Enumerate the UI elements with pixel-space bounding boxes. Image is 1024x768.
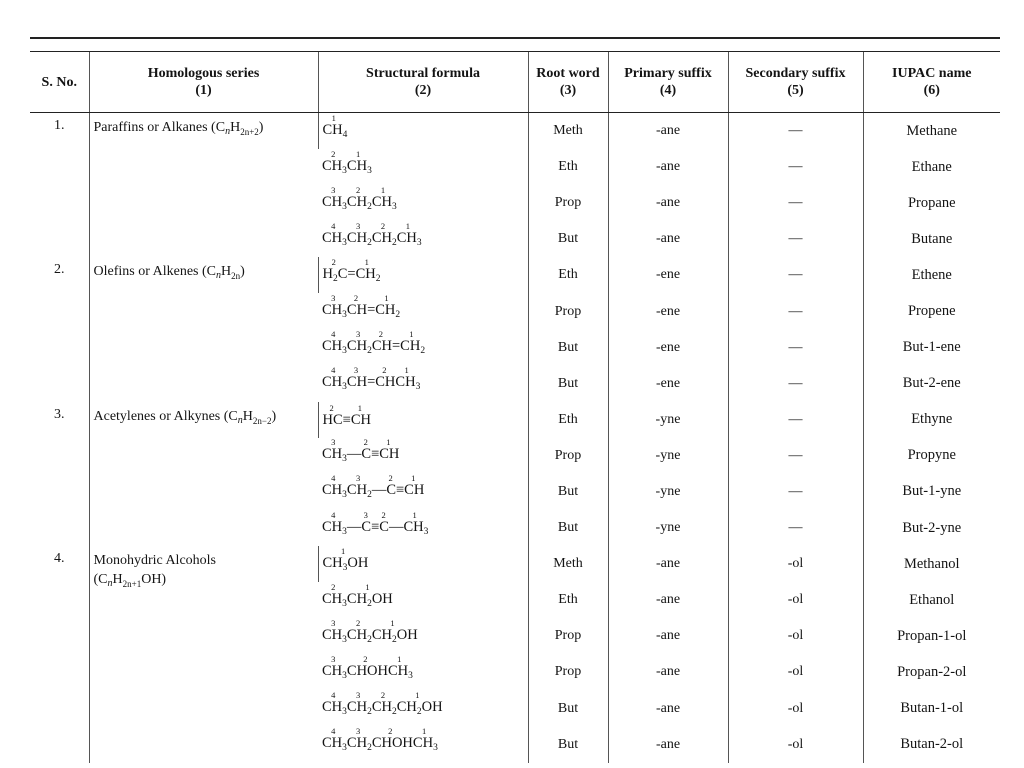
structural-formula: $CH_3OH$ 1 bbox=[318, 546, 528, 582]
root-word: But bbox=[528, 474, 608, 510]
structural-formula: HC 2 ≡CH 1 bbox=[318, 402, 528, 438]
secondary-suffix: — bbox=[728, 149, 863, 185]
root-word: Eth bbox=[528, 257, 608, 293]
primary-suffix: -ene bbox=[608, 330, 728, 366]
primary-suffix: -ane bbox=[608, 618, 728, 654]
iupac-name: Ethanol bbox=[863, 582, 1000, 618]
primary-suffix: -ane bbox=[608, 582, 728, 618]
table-row bbox=[30, 113, 1000, 150]
homologous-series-name bbox=[89, 402, 318, 546]
secondary-suffix: -ol bbox=[728, 654, 863, 690]
iupac-name: Propyne bbox=[863, 438, 1000, 474]
root-word: But bbox=[528, 221, 608, 257]
table-row bbox=[30, 546, 1000, 582]
primary-suffix: -ane bbox=[608, 691, 728, 727]
root-word: Eth bbox=[528, 402, 608, 438]
root-word: Prop bbox=[528, 618, 608, 654]
structural-formula: $CH_3$ 3 CH 2 $=CH_2$ 1 bbox=[322, 293, 401, 321]
root-word: Prop bbox=[528, 438, 608, 474]
secondary-suffix: — bbox=[728, 113, 863, 150]
homologous-series-table bbox=[30, 51, 1000, 763]
header-homologous-series: Homologous series (1) bbox=[89, 52, 318, 113]
homologous-series-name bbox=[89, 546, 318, 763]
header-iupac-name: IUPAC name (6) bbox=[863, 52, 1000, 113]
homologous-series-name bbox=[89, 257, 318, 401]
secondary-suffix: -ol bbox=[728, 618, 863, 654]
secondary-suffix: — bbox=[728, 438, 863, 474]
primary-suffix: -ane bbox=[608, 113, 728, 150]
series-name: Olefins or Alkenes (C bbox=[93, 264, 216, 280]
primary-suffix: -yne bbox=[608, 474, 728, 510]
root-word: Meth bbox=[528, 546, 608, 582]
secondary-suffix: — bbox=[728, 257, 863, 293]
primary-suffix: -ane bbox=[608, 654, 728, 690]
iupac-name: But-1-yne bbox=[863, 474, 1000, 510]
primary-suffix: -yne bbox=[608, 510, 728, 546]
secondary-suffix: — bbox=[728, 330, 863, 366]
document-page bbox=[30, 37, 1000, 754]
header-sno: S. No. bbox=[30, 52, 89, 113]
header-row bbox=[30, 52, 1000, 113]
top-rule bbox=[30, 37, 1000, 39]
structural-formula: $CH_3$ 4 $CH_2$ 3 CHOH 2 $CH_3$ 1 bbox=[322, 726, 438, 754]
primary-suffix: -yne bbox=[608, 438, 728, 474]
root-word: Prop bbox=[528, 185, 608, 221]
root-word: But bbox=[528, 727, 608, 763]
structural-formula: $CH_3$ 4 CH 3 =CH 2 $CH_3$ 1 bbox=[322, 365, 421, 393]
root-word: Eth bbox=[528, 582, 608, 618]
iupac-name: Ethyne bbox=[863, 402, 1000, 438]
iupac-name: Propan-2-ol bbox=[863, 654, 1000, 690]
secondary-suffix: -ol bbox=[728, 546, 863, 582]
table-row bbox=[30, 402, 1000, 438]
primary-suffix: -ane bbox=[608, 149, 728, 185]
iupac-name: Ethene bbox=[863, 257, 1000, 293]
serial-number: 1. bbox=[54, 118, 65, 133]
series-general-formula: $_nH_{2n}$) bbox=[215, 264, 245, 282]
secondary-suffix: -ol bbox=[728, 582, 863, 618]
root-word: Meth bbox=[528, 113, 608, 150]
structural-formula: $CH_3$ 4 $CH_2$ 3 $CH_2$ 2 $CH_2OH$ 1 bbox=[322, 690, 443, 718]
root-word: Eth bbox=[528, 149, 608, 185]
primary-suffix: -ane bbox=[608, 185, 728, 221]
secondary-suffix: — bbox=[728, 293, 863, 329]
serial-number: 2. bbox=[54, 262, 65, 278]
iupac-name: Butan-1-ol bbox=[863, 691, 1000, 727]
primary-suffix: -ene bbox=[608, 257, 728, 293]
header-secondary-suffix: Secondary suffix (5) bbox=[728, 52, 863, 113]
secondary-suffix: — bbox=[728, 474, 863, 510]
iupac-name: Ethane bbox=[863, 149, 1000, 185]
structural-formula: $CH_3$ 3 $CH_2$ 2 $CH_3$ 1 bbox=[322, 184, 397, 212]
structural-formula: $CH_3$ 2 $CH_2OH$ 1 bbox=[322, 581, 393, 609]
iupac-name: Butane bbox=[863, 221, 1000, 257]
primary-suffix: -ane bbox=[608, 727, 728, 763]
secondary-suffix: — bbox=[728, 402, 863, 438]
table-body bbox=[30, 113, 1000, 763]
iupac-name: Butan-2-ol bbox=[863, 727, 1000, 763]
series-name: Monohydric Alcohols bbox=[93, 553, 216, 569]
iupac-name: Methanol bbox=[863, 546, 1000, 582]
root-word: But bbox=[528, 510, 608, 546]
primary-suffix: -ene bbox=[608, 366, 728, 402]
structural-formula: $H_2C$ 2 $=CH_2$ 1 bbox=[318, 257, 528, 293]
primary-suffix: -ane bbox=[608, 221, 728, 257]
iupac-name: But-2-ene bbox=[863, 366, 1000, 402]
series-general-formula: $(C_nH_{2n+1}OH)$ bbox=[93, 572, 167, 590]
secondary-suffix: — bbox=[728, 366, 863, 402]
iupac-name: Propene bbox=[863, 293, 1000, 329]
header-primary-suffix: Primary suffix (4) bbox=[608, 52, 728, 113]
root-word: Prop bbox=[528, 654, 608, 690]
table-row bbox=[30, 257, 1000, 293]
secondary-suffix: -ol bbox=[728, 691, 863, 727]
primary-suffix: -yne bbox=[608, 402, 728, 438]
primary-suffix: -ene bbox=[608, 293, 728, 329]
serial-number: 3. bbox=[54, 406, 65, 422]
structural-formula: $CH_3$ 3 $CH_2$ 2 $CH_2OH$ 1 bbox=[322, 617, 418, 645]
homologous-series-name bbox=[89, 113, 318, 258]
header-root-word: Root word (3) bbox=[528, 52, 608, 113]
root-word: But bbox=[528, 330, 608, 366]
root-word: Prop bbox=[528, 293, 608, 329]
series-general-formula: $_nH_{2n-2}$) bbox=[237, 408, 277, 426]
series-name: Paraffins or Alkanes (C bbox=[93, 120, 226, 135]
structural-formula: $CH_3$ 3 CHOH 2 $CH_3$ 1 bbox=[322, 653, 413, 681]
iupac-name: Methane bbox=[863, 113, 1000, 150]
iupac-name: Propane bbox=[863, 185, 1000, 221]
structural-formula: $CH_3$ 4 $CH_2$ 3 $CH_2$ 2 $CH_3$ 1 bbox=[322, 220, 422, 248]
header-structural-formula: Structural formula (2) bbox=[318, 52, 528, 113]
structural-formula: $CH_4$ 1 bbox=[318, 113, 528, 150]
secondary-suffix: — bbox=[728, 221, 863, 257]
structural-formula: $CH_3$ 4 $CH_2$ 3 —C 2 ≡CH 1 bbox=[322, 473, 425, 501]
series-general-formula: $_nH_{2n+2}$) bbox=[225, 120, 264, 137]
structural-formula: $CH_3$ 2 $CH_3$ 1 bbox=[322, 148, 372, 176]
secondary-suffix: — bbox=[728, 510, 863, 546]
secondary-suffix: -ol bbox=[728, 727, 863, 763]
structural-formula: $CH_3$ 4 —C 3 ≡C 2 $—CH_3$ 1 bbox=[322, 509, 429, 537]
series-name: Acetylenes or Alkynes (C bbox=[93, 408, 238, 424]
iupac-name: Propan-1-ol bbox=[863, 618, 1000, 654]
structural-formula: $CH_3$ 3 —C 2 ≡CH 1 bbox=[322, 437, 400, 465]
serial-number: 4. bbox=[54, 551, 65, 567]
iupac-name: But-2-yne bbox=[863, 510, 1000, 546]
primary-suffix: -ane bbox=[608, 546, 728, 582]
structural-formula: $CH_3$ 4 $CH_2$ 3 CH 2 $=CH_2$ 1 bbox=[322, 329, 426, 357]
secondary-suffix: — bbox=[728, 185, 863, 221]
root-word: But bbox=[528, 366, 608, 402]
iupac-name: But-1-ene bbox=[863, 330, 1000, 366]
root-word: But bbox=[528, 691, 608, 727]
